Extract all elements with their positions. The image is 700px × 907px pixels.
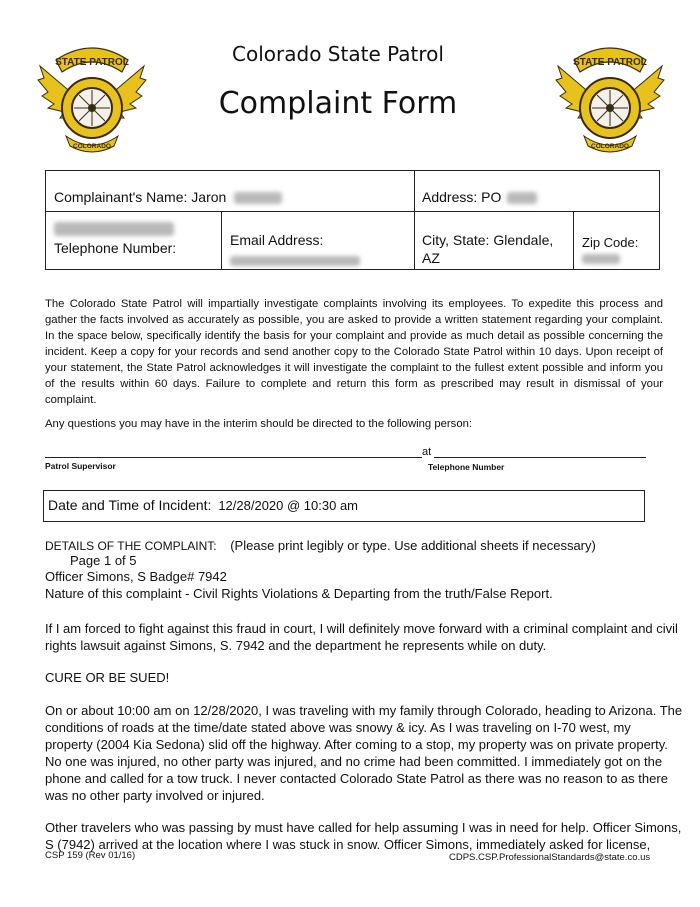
footer-email: CDPS.CSP.ProfessionalStandards@state.co.us [449, 852, 651, 863]
city-state-label: City, State: Glendale, [422, 232, 554, 248]
telephone-label: Telephone Number: [54, 240, 177, 256]
svg-text:COLORADO: COLORADO [73, 143, 111, 150]
incident-date-field [48, 497, 358, 514]
telephone-line [434, 457, 646, 458]
questions-text: Any questions you may have in the interim should be directed to the following person: [45, 418, 473, 430]
email-label: Email Address: [230, 232, 324, 248]
complainant-name-field [54, 189, 282, 206]
at-label: at [422, 446, 432, 458]
intro-paragraph: The Colorado State Patrol will impartially investigate complaints involving its employees. To expedite this process and gather the facts involved as accurately as possible, you are asked to provide a written statement regarding your complaint. In the space below, specifically identify the basis for your complaint and provide as much detail as possible concerning the incident. Keep a copy for your records and send another copy to the Colorado State Patrol within 10 days. Upon receipt of your statement, the State Patrol acknowledges it will investigate the complaint to the fullest extent possible and inform you of the results within 60 days. Failure to complete and return this form as prescribed may result in dismissal of your complaint. [45, 298, 663, 406]
form-id: CSP 159 (Rev 01/16) [45, 850, 136, 861]
svg-text:STATE PATROL: STATE PATROL [573, 57, 647, 68]
paragraph-line: property (2004 Kia Sedona) slid off the highway. After coming to a stop, my property was on private property. [45, 737, 668, 752]
details-heading: DETAILS OF THE COMPLAINT: [45, 539, 217, 553]
svg-text:COLORADO: COLORADO [591, 143, 629, 150]
paragraph-line: conditions of roads at the time/date stated above was snowy & icy. As I was traveling on I-70 west, my [45, 720, 631, 735]
paragraph-line: If I am forced to fight against this fraud in court, I will definitely move forward with a criminal complaint and civil [45, 621, 678, 636]
redacted-zip-value [582, 250, 620, 267]
cure-line: CURE OR BE SUED! [45, 670, 170, 685]
city-state-value: AZ [422, 250, 440, 266]
zip-code-label: Zip Code: [582, 235, 639, 250]
svg-text:STATE PATROL: STATE PATROL [55, 57, 129, 68]
page-number: Page 1 of 5 [70, 553, 137, 568]
address-label: Address: PO [422, 189, 502, 205]
incident-date-value: 12/28/2020 @ 10:30 am [218, 498, 359, 513]
redacted-email [230, 256, 360, 266]
paragraph-line: S (7942) arrived at the location where I was stuck in snow. Officer Simons, immediately asked for license, [45, 837, 651, 852]
paragraph-line: phone and called for a tow truck. I never contacted Colorado State Patrol as there was no reason to as there [45, 771, 668, 786]
supervisor-line [45, 457, 422, 458]
nature-line: Nature of this complaint - Civil Rights Violations & Departing from the truth/False Report. [45, 586, 553, 601]
paragraph-line: rights lawsuit against Simons, S. 7942 and the department he represents while on duty. [45, 638, 547, 653]
address-field [422, 189, 537, 206]
redacted-zip [582, 254, 620, 264]
agency-title: Colorado State Patrol [232, 42, 444, 66]
incident-date-label: Date and Time of Incident: [48, 497, 212, 513]
paragraph-line: No one was injured, no other party was injured, and no crime had been committed. I immediately got on the [45, 754, 663, 769]
paragraph-line: On or about 10:00 am on 12/28/2020, I was traveling with my family through Colorado, heading to Arizona. The [45, 703, 683, 718]
redacted-phone-value [54, 220, 174, 237]
redacted-name [234, 192, 282, 204]
paragraph-line: was no other party involved or injured. [45, 788, 265, 803]
officer-line: Officer Simons, S Badge# 7942 [45, 569, 227, 584]
details-instruction: (Please print legibly or type. Use additional sheets if necessary) [230, 538, 596, 553]
redacted-phone [54, 222, 174, 236]
redacted-email-value [230, 252, 360, 269]
paragraph-line: Other travelers who was passing by must have called for help assuming I was in need for help. Officer Simons, [45, 820, 682, 835]
redacted-address [507, 192, 537, 204]
telephone-number-label: Telephone Number [428, 462, 505, 472]
complainant-name-label: Complainant's Name: Jaron [54, 189, 227, 205]
patrol-supervisor-label: Patrol Supervisor [45, 461, 116, 471]
form-title: Complaint Form [218, 86, 458, 121]
